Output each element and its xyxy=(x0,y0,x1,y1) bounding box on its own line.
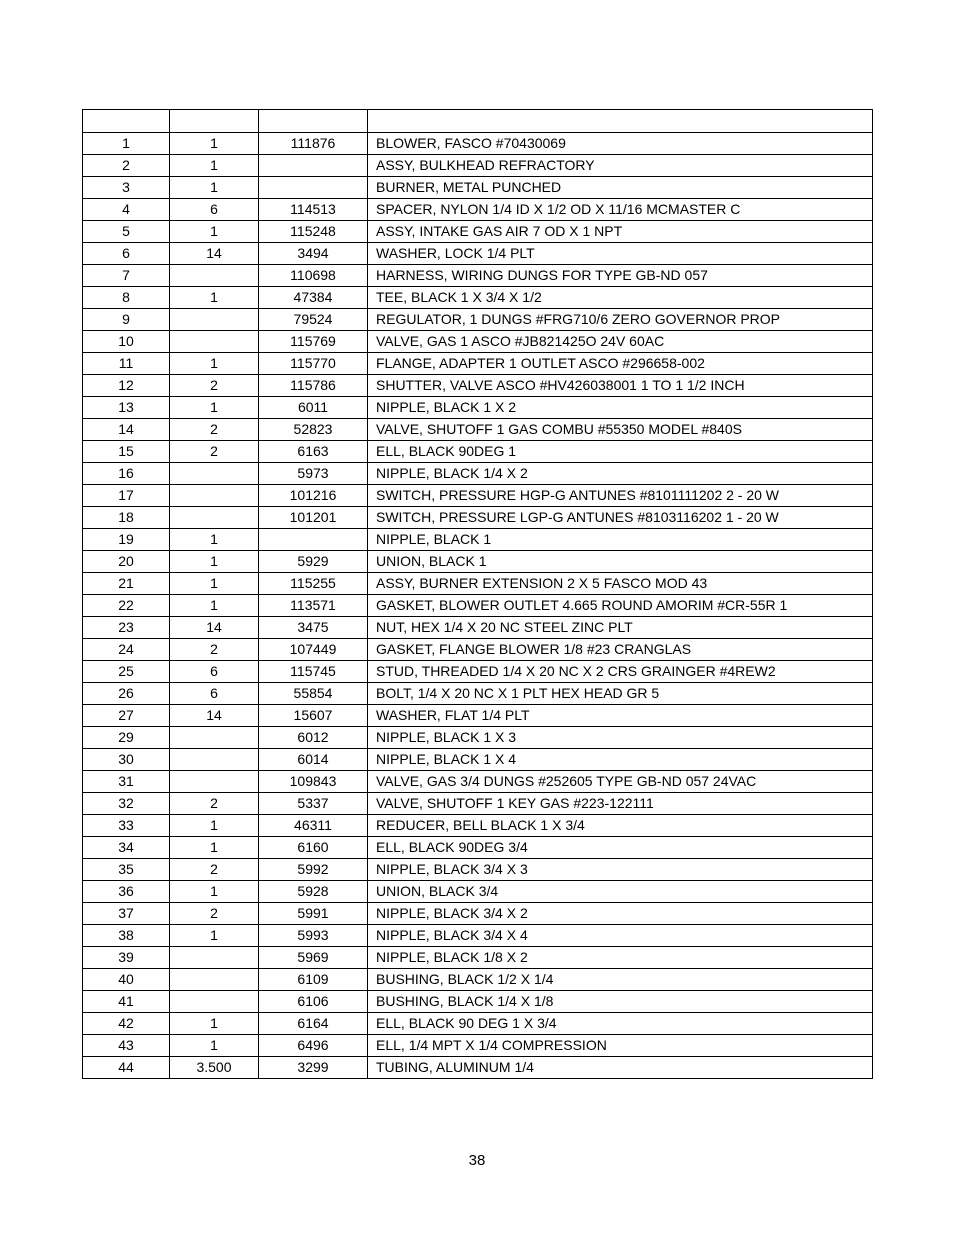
table-row xyxy=(83,881,873,903)
description-cell: NIPPLE, BLACK 1 xyxy=(368,529,873,551)
qty-cell: 6 xyxy=(170,199,259,221)
item-cell: 40 xyxy=(83,969,170,991)
part-number-cell: 47384 xyxy=(259,287,368,309)
part-number-cell: 79524 xyxy=(259,309,368,331)
item-cell: 29 xyxy=(83,727,170,749)
description-cell: UNION, BLACK 3/4 xyxy=(368,881,873,903)
header-cell-description xyxy=(368,110,873,133)
item-cell: 16 xyxy=(83,463,170,485)
part-number-cell: 101201 xyxy=(259,507,368,529)
part-number-cell: 52823 xyxy=(259,419,368,441)
part-number-cell: 6163 xyxy=(259,441,368,463)
item-cell: 30 xyxy=(83,749,170,771)
part-number-cell: 6012 xyxy=(259,727,368,749)
table-row xyxy=(83,529,873,551)
table-row xyxy=(83,1035,873,1057)
description-cell: REGULATOR, 1 DUNGS #FRG710/6 ZERO GOVERNOR PROP xyxy=(368,309,873,331)
description-cell: WASHER, LOCK 1/4 PLT xyxy=(368,243,873,265)
table-row xyxy=(83,221,873,243)
part-number-cell: 6014 xyxy=(259,749,368,771)
part-number-cell: 101216 xyxy=(259,485,368,507)
part-number-cell: 115248 xyxy=(259,221,368,243)
item-cell: 19 xyxy=(83,529,170,551)
item-cell: 2 xyxy=(83,155,170,177)
description-cell: NIPPLE, BLACK 3/4 X 4 xyxy=(368,925,873,947)
description-cell: SWITCH, PRESSURE HGP-G ANTUNES #8101111202 2 - 20 W xyxy=(368,485,873,507)
qty-cell xyxy=(170,331,259,353)
description-cell: GASKET, FLANGE BLOWER 1/8 #23 CRANGLAS xyxy=(368,639,873,661)
table-row xyxy=(83,419,873,441)
qty-cell: 1 xyxy=(170,177,259,199)
table-row xyxy=(83,463,873,485)
item-cell: 11 xyxy=(83,353,170,375)
description-cell: VALVE, SHUTOFF 1 GAS COMBU #55350 MODEL #840S xyxy=(368,419,873,441)
item-cell: 37 xyxy=(83,903,170,925)
item-cell: 43 xyxy=(83,1035,170,1057)
description-cell: STUD, THREADED 1/4 X 20 NC X 2 CRS GRAINGER #4REW2 xyxy=(368,661,873,683)
part-number-cell: 111876 xyxy=(259,133,368,155)
item-cell: 1 xyxy=(83,133,170,155)
table-row xyxy=(83,727,873,749)
part-number-cell: 115769 xyxy=(259,331,368,353)
description-cell: UNION, BLACK 1 xyxy=(368,551,873,573)
qty-cell: 1 xyxy=(170,529,259,551)
item-cell: 34 xyxy=(83,837,170,859)
table-row xyxy=(83,243,873,265)
qty-cell: 1 xyxy=(170,155,259,177)
description-cell: NIPPLE, BLACK 1 X 3 xyxy=(368,727,873,749)
table-row xyxy=(83,793,873,815)
item-cell: 42 xyxy=(83,1013,170,1035)
table-row xyxy=(83,133,873,155)
qty-cell: 1 xyxy=(170,353,259,375)
part-number-cell: 5929 xyxy=(259,551,368,573)
description-cell: SPACER, NYLON 1/4 ID X 1/2 OD X 11/16 MCMASTER C xyxy=(368,199,873,221)
item-cell: 27 xyxy=(83,705,170,727)
qty-cell: 6 xyxy=(170,683,259,705)
header-cell-part-number xyxy=(259,110,368,133)
table-row xyxy=(83,331,873,353)
item-cell: 5 xyxy=(83,221,170,243)
qty-cell xyxy=(170,991,259,1013)
table-header-row xyxy=(83,110,873,133)
description-cell: NUT, HEX 1/4 X 20 NC STEEL ZINC PLT xyxy=(368,617,873,639)
table-row xyxy=(83,903,873,925)
description-cell: NIPPLE, BLACK 3/4 X 2 xyxy=(368,903,873,925)
table-row xyxy=(83,309,873,331)
description-cell: VALVE, GAS 3/4 DUNGS #252605 TYPE GB-ND 057 24VAC xyxy=(368,771,873,793)
description-cell: NIPPLE, BLACK 1/4 X 2 xyxy=(368,463,873,485)
qty-cell: 1 xyxy=(170,551,259,573)
qty-cell: 3.500 xyxy=(170,1057,259,1079)
part-number-cell: 3494 xyxy=(259,243,368,265)
item-cell: 36 xyxy=(83,881,170,903)
description-cell: TEE, BLACK 1 X 3/4 X 1/2 xyxy=(368,287,873,309)
part-number-cell: 46311 xyxy=(259,815,368,837)
part-number-cell: 115770 xyxy=(259,353,368,375)
item-cell: 7 xyxy=(83,265,170,287)
description-cell: REDUCER, BELL BLACK 1 X 3/4 xyxy=(368,815,873,837)
item-cell: 35 xyxy=(83,859,170,881)
table-row xyxy=(83,397,873,419)
description-cell: ELL, BLACK 90 DEG 1 X 3/4 xyxy=(368,1013,873,1035)
part-number-cell: 5969 xyxy=(259,947,368,969)
table-row xyxy=(83,837,873,859)
part-number-cell: 5928 xyxy=(259,881,368,903)
qty-cell xyxy=(170,771,259,793)
qty-cell: 1 xyxy=(170,573,259,595)
part-number-cell: 6109 xyxy=(259,969,368,991)
qty-cell: 1 xyxy=(170,287,259,309)
qty-cell: 1 xyxy=(170,837,259,859)
description-cell: WASHER, FLAT 1/4 PLT xyxy=(368,705,873,727)
description-cell: BLOWER, FASCO #70430069 xyxy=(368,133,873,155)
table-row xyxy=(83,177,873,199)
part-number-cell: 5973 xyxy=(259,463,368,485)
description-cell: NIPPLE, BLACK 1 X 4 xyxy=(368,749,873,771)
qty-cell xyxy=(170,265,259,287)
item-cell: 10 xyxy=(83,331,170,353)
qty-cell xyxy=(170,309,259,331)
qty-cell: 1 xyxy=(170,815,259,837)
qty-cell: 6 xyxy=(170,661,259,683)
qty-cell: 1 xyxy=(170,1035,259,1057)
table-row xyxy=(83,617,873,639)
description-cell: HARNESS, WIRING DUNGS FOR TYPE GB-ND 057 xyxy=(368,265,873,287)
table-row xyxy=(83,485,873,507)
item-cell: 4 xyxy=(83,199,170,221)
item-cell: 44 xyxy=(83,1057,170,1079)
parts-table-body xyxy=(83,110,873,1079)
part-number-cell: 114513 xyxy=(259,199,368,221)
qty-cell: 2 xyxy=(170,639,259,661)
table-row xyxy=(83,683,873,705)
header-cell-item xyxy=(83,110,170,133)
qty-cell: 2 xyxy=(170,441,259,463)
item-cell: 41 xyxy=(83,991,170,1013)
description-cell: BUSHING, BLACK 1/2 X 1/4 xyxy=(368,969,873,991)
part-number-cell: 6160 xyxy=(259,837,368,859)
qty-cell: 2 xyxy=(170,375,259,397)
qty-cell: 1 xyxy=(170,397,259,419)
item-cell: 23 xyxy=(83,617,170,639)
item-cell: 14 xyxy=(83,419,170,441)
description-cell: TUBING, ALUMINUM 1/4 xyxy=(368,1057,873,1079)
qty-cell: 2 xyxy=(170,419,259,441)
table-row xyxy=(83,639,873,661)
description-cell: NIPPLE, BLACK 1/8 X 2 xyxy=(368,947,873,969)
item-cell: 3 xyxy=(83,177,170,199)
description-cell: ELL, BLACK 90DEG 1 xyxy=(368,441,873,463)
part-number-cell: 107449 xyxy=(259,639,368,661)
description-cell: NIPPLE, BLACK 3/4 X 3 xyxy=(368,859,873,881)
table-row xyxy=(83,925,873,947)
qty-cell xyxy=(170,749,259,771)
part-number-cell xyxy=(259,529,368,551)
item-cell: 13 xyxy=(83,397,170,419)
table-row xyxy=(83,705,873,727)
part-number-cell: 3299 xyxy=(259,1057,368,1079)
qty-cell: 2 xyxy=(170,903,259,925)
part-number-cell: 6164 xyxy=(259,1013,368,1035)
description-cell: GASKET, BLOWER OUTLET 4.665 ROUND AMORIM #CR-55R 1 xyxy=(368,595,873,617)
item-cell: 6 xyxy=(83,243,170,265)
table-row xyxy=(83,155,873,177)
item-cell: 21 xyxy=(83,573,170,595)
part-number-cell: 55854 xyxy=(259,683,368,705)
description-cell: SHUTTER, VALVE ASCO #HV426038001 1 TO 1 1/2 INCH xyxy=(368,375,873,397)
table-row xyxy=(83,815,873,837)
table-row xyxy=(83,947,873,969)
part-number-cell: 5993 xyxy=(259,925,368,947)
qty-cell xyxy=(170,507,259,529)
table-row xyxy=(83,991,873,1013)
table-row xyxy=(83,661,873,683)
header-cell-qty xyxy=(170,110,259,133)
description-cell: BUSHING, BLACK 1/4 X 1/8 xyxy=(368,991,873,1013)
table-row xyxy=(83,353,873,375)
table-row xyxy=(83,441,873,463)
item-cell: 20 xyxy=(83,551,170,573)
description-cell: ELL, 1/4 MPT X 1/4 COMPRESSION xyxy=(368,1035,873,1057)
qty-cell xyxy=(170,947,259,969)
table-row xyxy=(83,199,873,221)
table-row xyxy=(83,265,873,287)
item-cell: 26 xyxy=(83,683,170,705)
table-row xyxy=(83,749,873,771)
description-cell: BURNER, METAL PUNCHED xyxy=(368,177,873,199)
qty-cell: 1 xyxy=(170,1013,259,1035)
table-row xyxy=(83,969,873,991)
part-number-cell: 6011 xyxy=(259,397,368,419)
part-number-cell xyxy=(259,155,368,177)
part-number-cell: 110698 xyxy=(259,265,368,287)
part-number-cell: 5991 xyxy=(259,903,368,925)
part-number-cell: 5337 xyxy=(259,793,368,815)
qty-cell xyxy=(170,485,259,507)
item-cell: 31 xyxy=(83,771,170,793)
description-cell: SWITCH, PRESSURE LGP-G ANTUNES #8103116202 1 - 20 W xyxy=(368,507,873,529)
qty-cell: 1 xyxy=(170,221,259,243)
table-row xyxy=(83,551,873,573)
part-number-cell: 115255 xyxy=(259,573,368,595)
table-row xyxy=(83,859,873,881)
table-row xyxy=(83,1057,873,1079)
part-number-cell: 115745 xyxy=(259,661,368,683)
item-cell: 8 xyxy=(83,287,170,309)
item-cell: 9 xyxy=(83,309,170,331)
table-row xyxy=(83,595,873,617)
parts-table xyxy=(82,109,873,1079)
qty-cell: 1 xyxy=(170,925,259,947)
description-cell: VALVE, SHUTOFF 1 KEY GAS #223-122111 xyxy=(368,793,873,815)
qty-cell: 2 xyxy=(170,793,259,815)
qty-cell: 14 xyxy=(170,617,259,639)
item-cell: 25 xyxy=(83,661,170,683)
item-cell: 39 xyxy=(83,947,170,969)
qty-cell: 1 xyxy=(170,881,259,903)
description-cell: ELL, BLACK 90DEG 3/4 xyxy=(368,837,873,859)
item-cell: 33 xyxy=(83,815,170,837)
table-row xyxy=(83,1013,873,1035)
part-number-cell: 109843 xyxy=(259,771,368,793)
part-number-cell: 6106 xyxy=(259,991,368,1013)
page-number: 38 xyxy=(468,1152,486,1169)
qty-cell: 1 xyxy=(170,133,259,155)
part-number-cell: 6496 xyxy=(259,1035,368,1057)
qty-cell xyxy=(170,727,259,749)
item-cell: 24 xyxy=(83,639,170,661)
part-number-cell: 115786 xyxy=(259,375,368,397)
item-cell: 15 xyxy=(83,441,170,463)
description-cell: FLANGE, ADAPTER 1 OUTLET ASCO #296658-002 xyxy=(368,353,873,375)
qty-cell: 1 xyxy=(170,595,259,617)
item-cell: 17 xyxy=(83,485,170,507)
qty-cell: 14 xyxy=(170,705,259,727)
table-row xyxy=(83,375,873,397)
table-row xyxy=(83,771,873,793)
item-cell: 18 xyxy=(83,507,170,529)
description-cell: ASSY, BURNER EXTENSION 2 X 5 FASCO MOD 43 xyxy=(368,573,873,595)
item-cell: 38 xyxy=(83,925,170,947)
part-number-cell xyxy=(259,177,368,199)
item-cell: 32 xyxy=(83,793,170,815)
description-cell: ASSY, BULKHEAD REFRACTORY xyxy=(368,155,873,177)
qty-cell xyxy=(170,463,259,485)
qty-cell: 14 xyxy=(170,243,259,265)
table-row xyxy=(83,507,873,529)
item-cell: 22 xyxy=(83,595,170,617)
part-number-cell: 113571 xyxy=(259,595,368,617)
part-number-cell: 15607 xyxy=(259,705,368,727)
description-cell: NIPPLE, BLACK 1 X 2 xyxy=(368,397,873,419)
table-row xyxy=(83,287,873,309)
description-cell: VALVE, GAS 1 ASCO #JB821425O 24V 60AC xyxy=(368,331,873,353)
table-row xyxy=(83,573,873,595)
description-cell: BOLT, 1/4 X 20 NC X 1 PLT HEX HEAD GR 5 xyxy=(368,683,873,705)
part-number-cell: 5992 xyxy=(259,859,368,881)
item-cell: 12 xyxy=(83,375,170,397)
description-cell: ASSY, INTAKE GAS AIR 7 OD X 1 NPT xyxy=(368,221,873,243)
qty-cell xyxy=(170,969,259,991)
part-number-cell: 3475 xyxy=(259,617,368,639)
qty-cell: 2 xyxy=(170,859,259,881)
